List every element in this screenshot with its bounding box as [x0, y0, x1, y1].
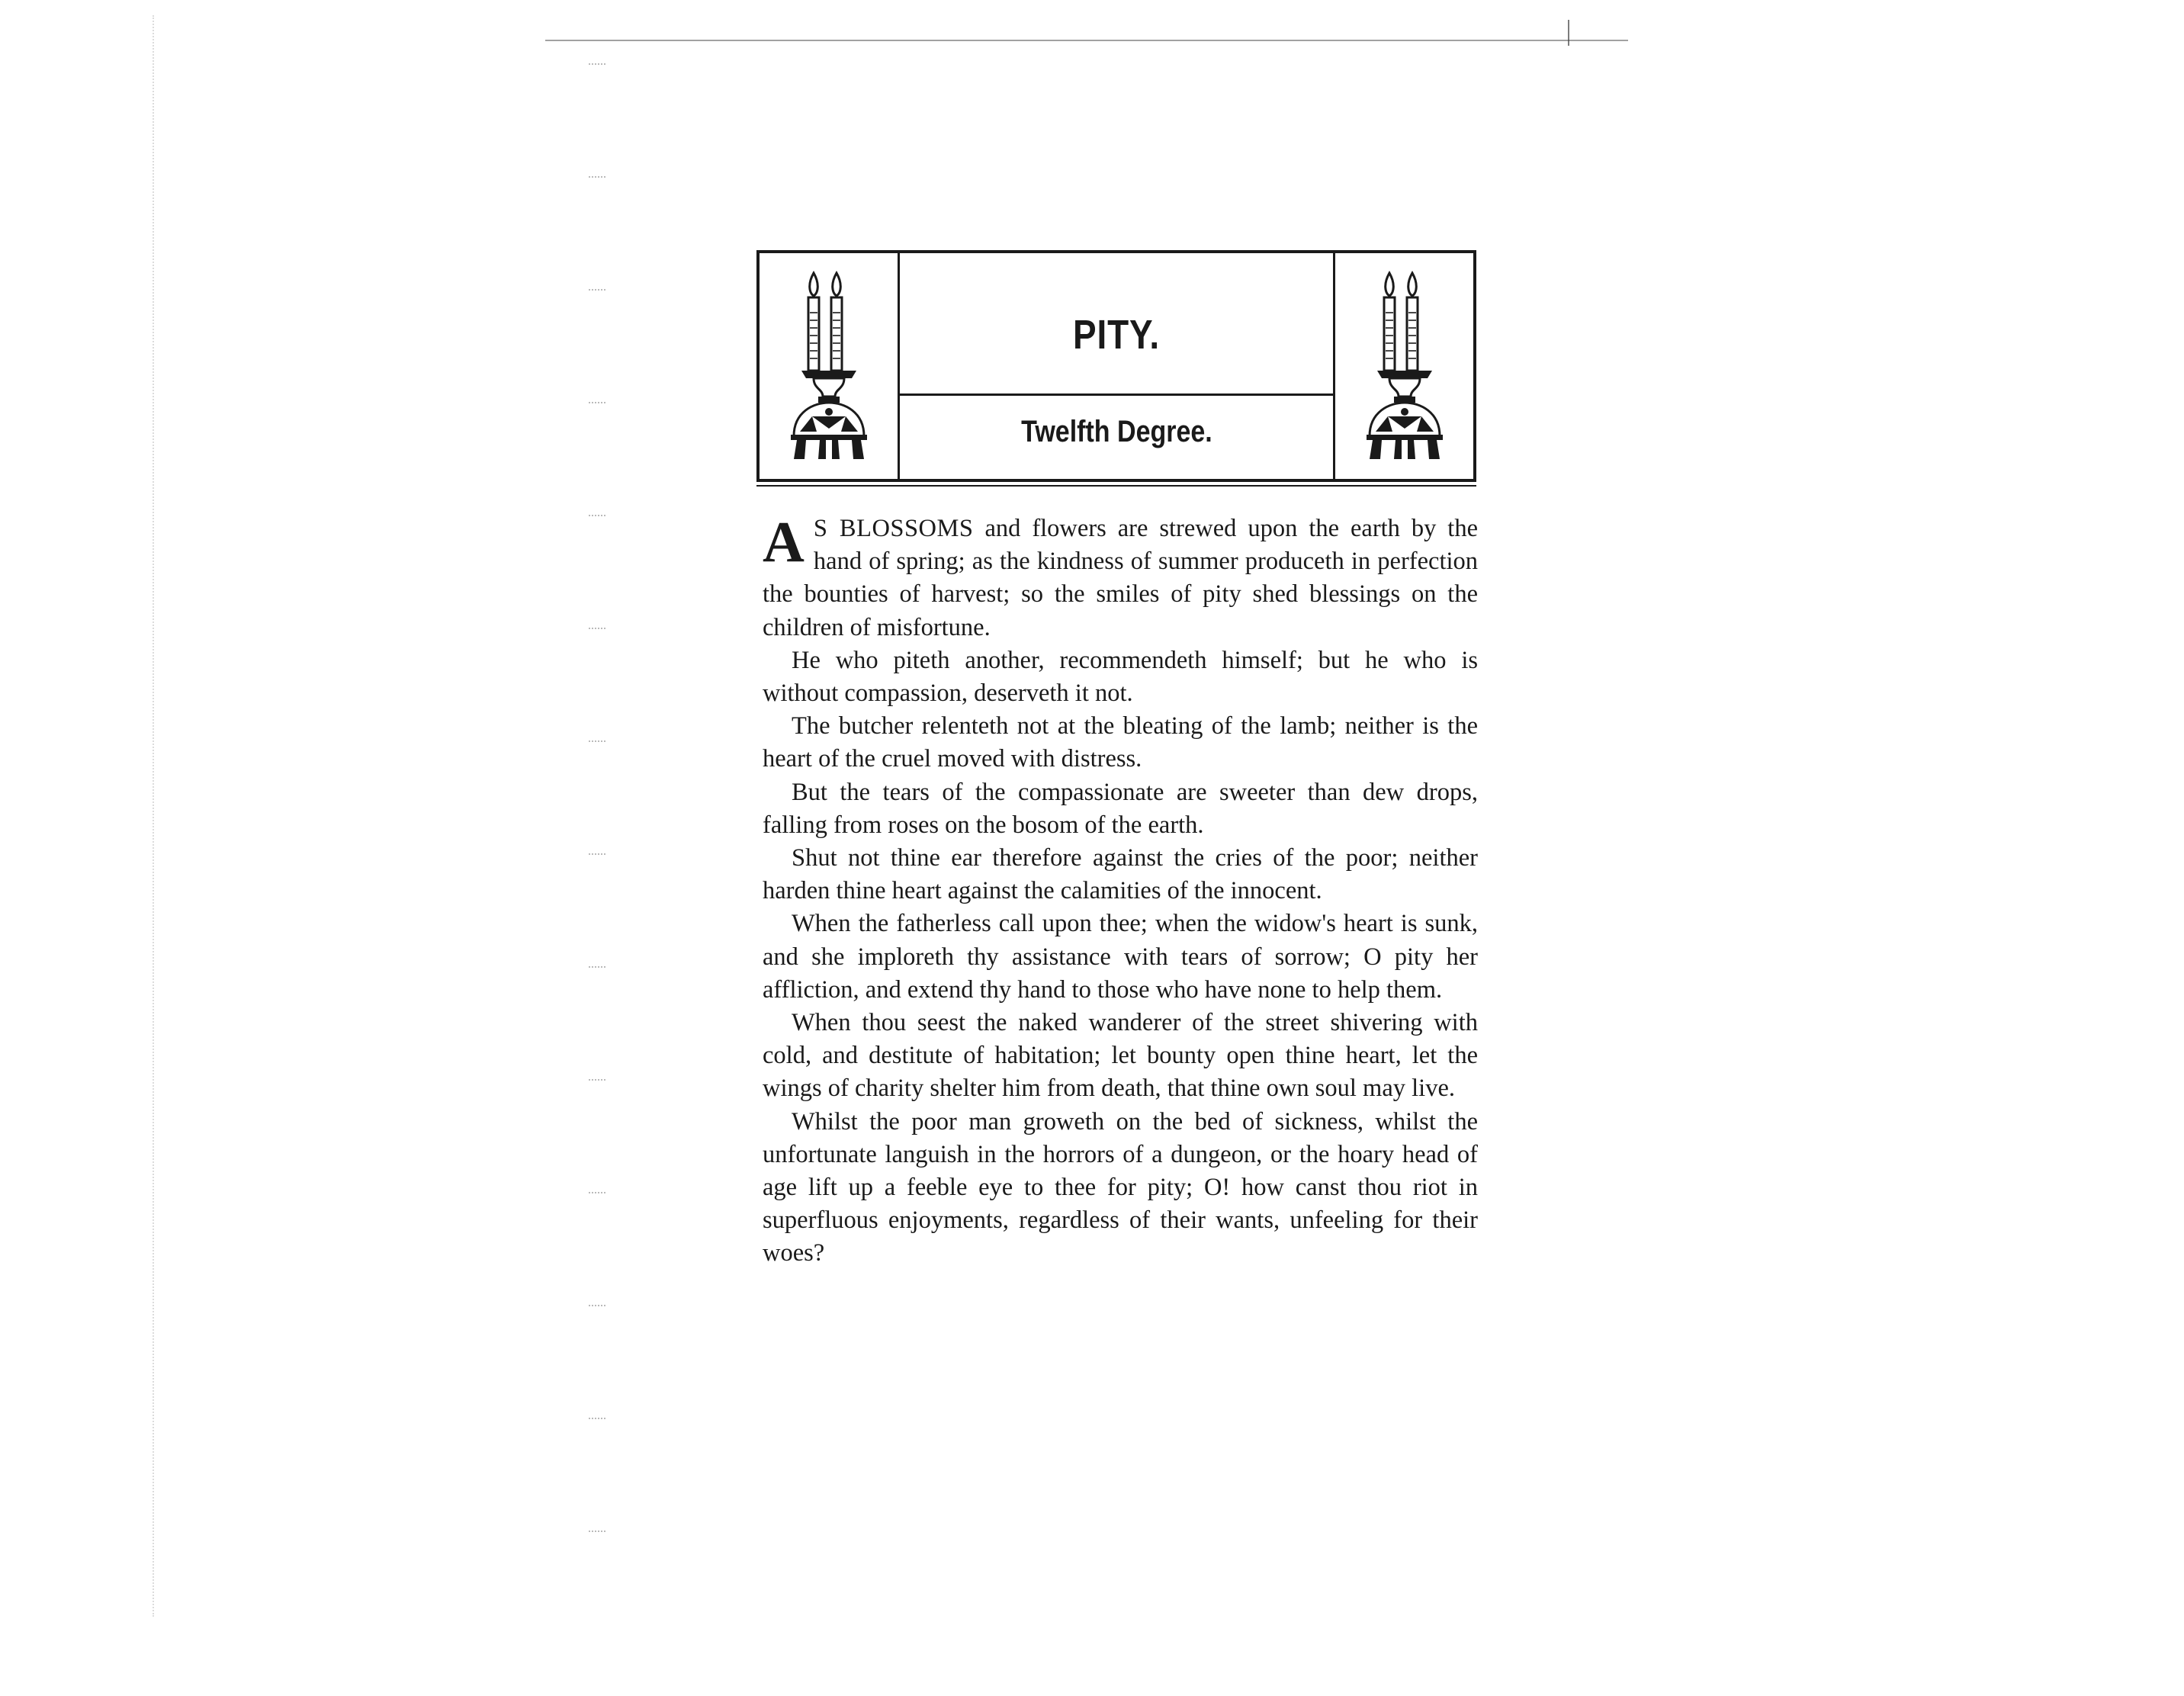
header-right-ornament [1333, 253, 1473, 479]
title-panel [900, 253, 1333, 396]
scan-mark [589, 738, 605, 742]
scan-mark [589, 1190, 605, 1193]
scan-mark [589, 964, 605, 968]
paragraph: Shut not thine ear therefore against the cries of the poor; neither harden thine heart against the calamities of the innocent. [763, 844, 1478, 905]
scan-mark [589, 512, 605, 516]
scan-mark [589, 1303, 605, 1306]
lead-words: S BLOSSOMS [813, 515, 974, 542]
scan-mark [589, 174, 605, 178]
scan-mark [589, 61, 605, 65]
paragraph: The butcher relenteth not at the bleating of the lamb; neither is the heart of the cruel moved with distress. [763, 712, 1478, 773]
scan-mark [589, 1415, 605, 1419]
scan-mark [589, 625, 605, 629]
scan-top-line [545, 40, 1628, 41]
scan-margin-marks [589, 61, 612, 1586]
scan-mark [589, 287, 605, 291]
paragraph: When the fatherless call upon thee; when the widow's heart is sunk, and she imploreth thy assistance with tears of sorrow; O pity her affliction, and extend thy hand to those who have none to help them. [763, 910, 1478, 1004]
paragraph: Whilst the poor man groweth on the bed of sickness, whilst the unfortunate languish in the horrors of a dungeon, or the hoary head of age lift up a feeble eye to thee for pity; O! how canst thou riot in superfluous enjoyments, regardless of their wants, unfeeling for their woes? [763, 1107, 1478, 1267]
paragraph: When thou seest the naked wanderer of the street shivering with cold, and destitute of habitation; let bounty open thine heart, let the wings of charity shelter him from death, that thine own soul may live. [763, 1009, 1478, 1103]
scan-mark [589, 851, 605, 855]
candlestick-icon [783, 267, 875, 465]
paragraph: But the tears of the compassionate are sweeter than dew drops, falling from roses on the bosom of the earth. [763, 778, 1478, 839]
scan-top-mark [1568, 20, 1569, 46]
header-title-cell [900, 253, 1333, 479]
body-text [763, 512, 1478, 1270]
paragraph [763, 512, 1478, 644]
chapter-header [756, 250, 1476, 482]
scan-mark [589, 1077, 605, 1081]
drop-cap: A [763, 510, 805, 574]
scan-mark [589, 1528, 605, 1532]
page-title: PITY. [1073, 312, 1160, 358]
paragraph: He who piteth another, recommendeth himself; but he who is without compassion, deserveth it not. [763, 646, 1478, 708]
page-subtitle: Twelfth Degree. [1020, 415, 1212, 448]
header-left-ornament [760, 253, 900, 479]
scan-mark [589, 400, 605, 403]
scan-edge-artifact [153, 15, 156, 1617]
paragraph-text: and flowers are strewed upon the earth by the hand of spring; as the kindness of summer produceth in perfection the bounties of harvest; so the smiles of pity shed blessings on the children of misfortune. [763, 515, 1479, 641]
subtitle-panel [900, 396, 1333, 479]
candlestick-icon [1359, 267, 1450, 465]
